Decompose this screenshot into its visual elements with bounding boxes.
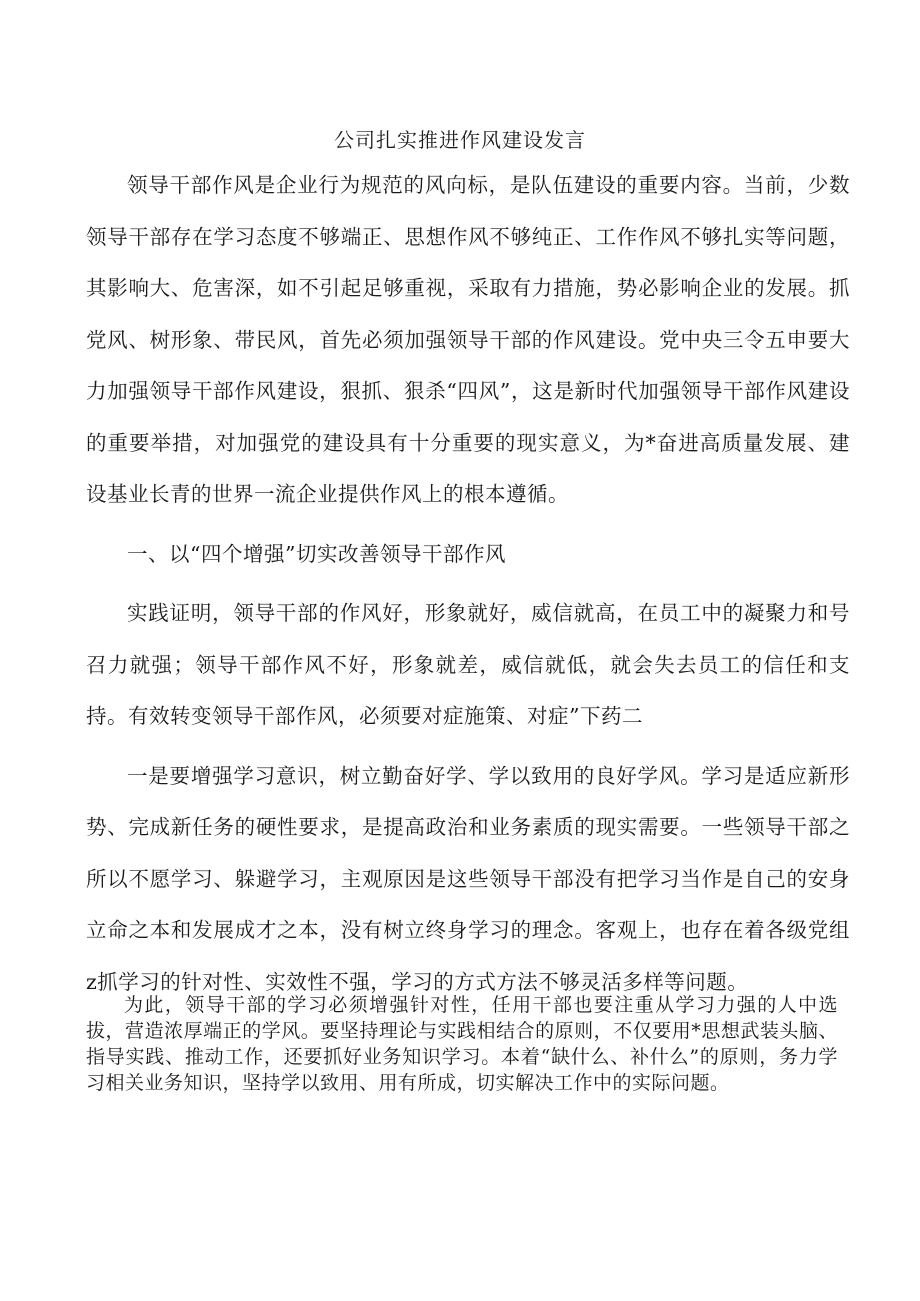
document-body xyxy=(86,160,850,1016)
section-heading-1: 一、以“四个增强”切实改善领导干部作风 xyxy=(127,541,506,566)
document-title: 公司扎实推进作风建设发言 xyxy=(334,128,586,152)
paragraph-intro: 领导干部作风是企业行为规范的风向标，是队伍建设的重要内容。当前，少数领导干部存在学习态度不够端正、思想作风不够纯正、工作作风不够扎实等问题，其影响大、危害深，如不引起足够重视，采取有力措施，势必影响企业的发展。抓党风、树形象、带民风，首先必须加强领导干部的作风建设。党中央三令五申要大力加强领导干部作风建设，狠抓、狠杀“四风”，这是新时代加强领导干部作风建设的重要举措，对加强党的建设具有十分重要的现实意义，为*奋进高质量发展、建设基业长青的世界一流企业提供作风上的根本遵循。 xyxy=(86,173,850,506)
paragraph-conclusion: 为此，领导干部的学习必须增强针对性，任用干部也要注重从学习力强的人中选拔，营造浓厚端正的学风。要坚持理论与实践相结合的原则，不仅要用*思想武装头脑、指导实践、推动工作，还要抓好业务知识学习。本着“缺什么、补什么”的原则，务力学习相关业务知识，坚持学以致用、用有所成，切实解决工作中的实际问题。 xyxy=(86,994,838,1094)
paragraph-study: 一是要增强学习意识，树立勤奋好学、学以致用的良好学风。学习是适应新形势、完成新任务的硬性要求，是提高政治和业务素质的现实需要。一些领导干部之所以不愿学习、躲避学习，主观原因是这些领导干部没有把学习当作是自己的安身立命之本和发展成才之本，没有树立终身学习的理念。客观上，也存在着各级党组z抓学习的针对性、实效性不强，学习的方式方法不够灵活多样等问题。 xyxy=(86,763,850,994)
paragraph-practice: 实践证明，领导干部的作风好，形象就好，威信就高，在员工中的凝聚力和号召力就强；领导干部作风不好，形象就差，威信就低，就会失去员工的信任和支持。有效转变领导干部作风，必须要对症施策、对症”下药二 xyxy=(86,601,850,728)
